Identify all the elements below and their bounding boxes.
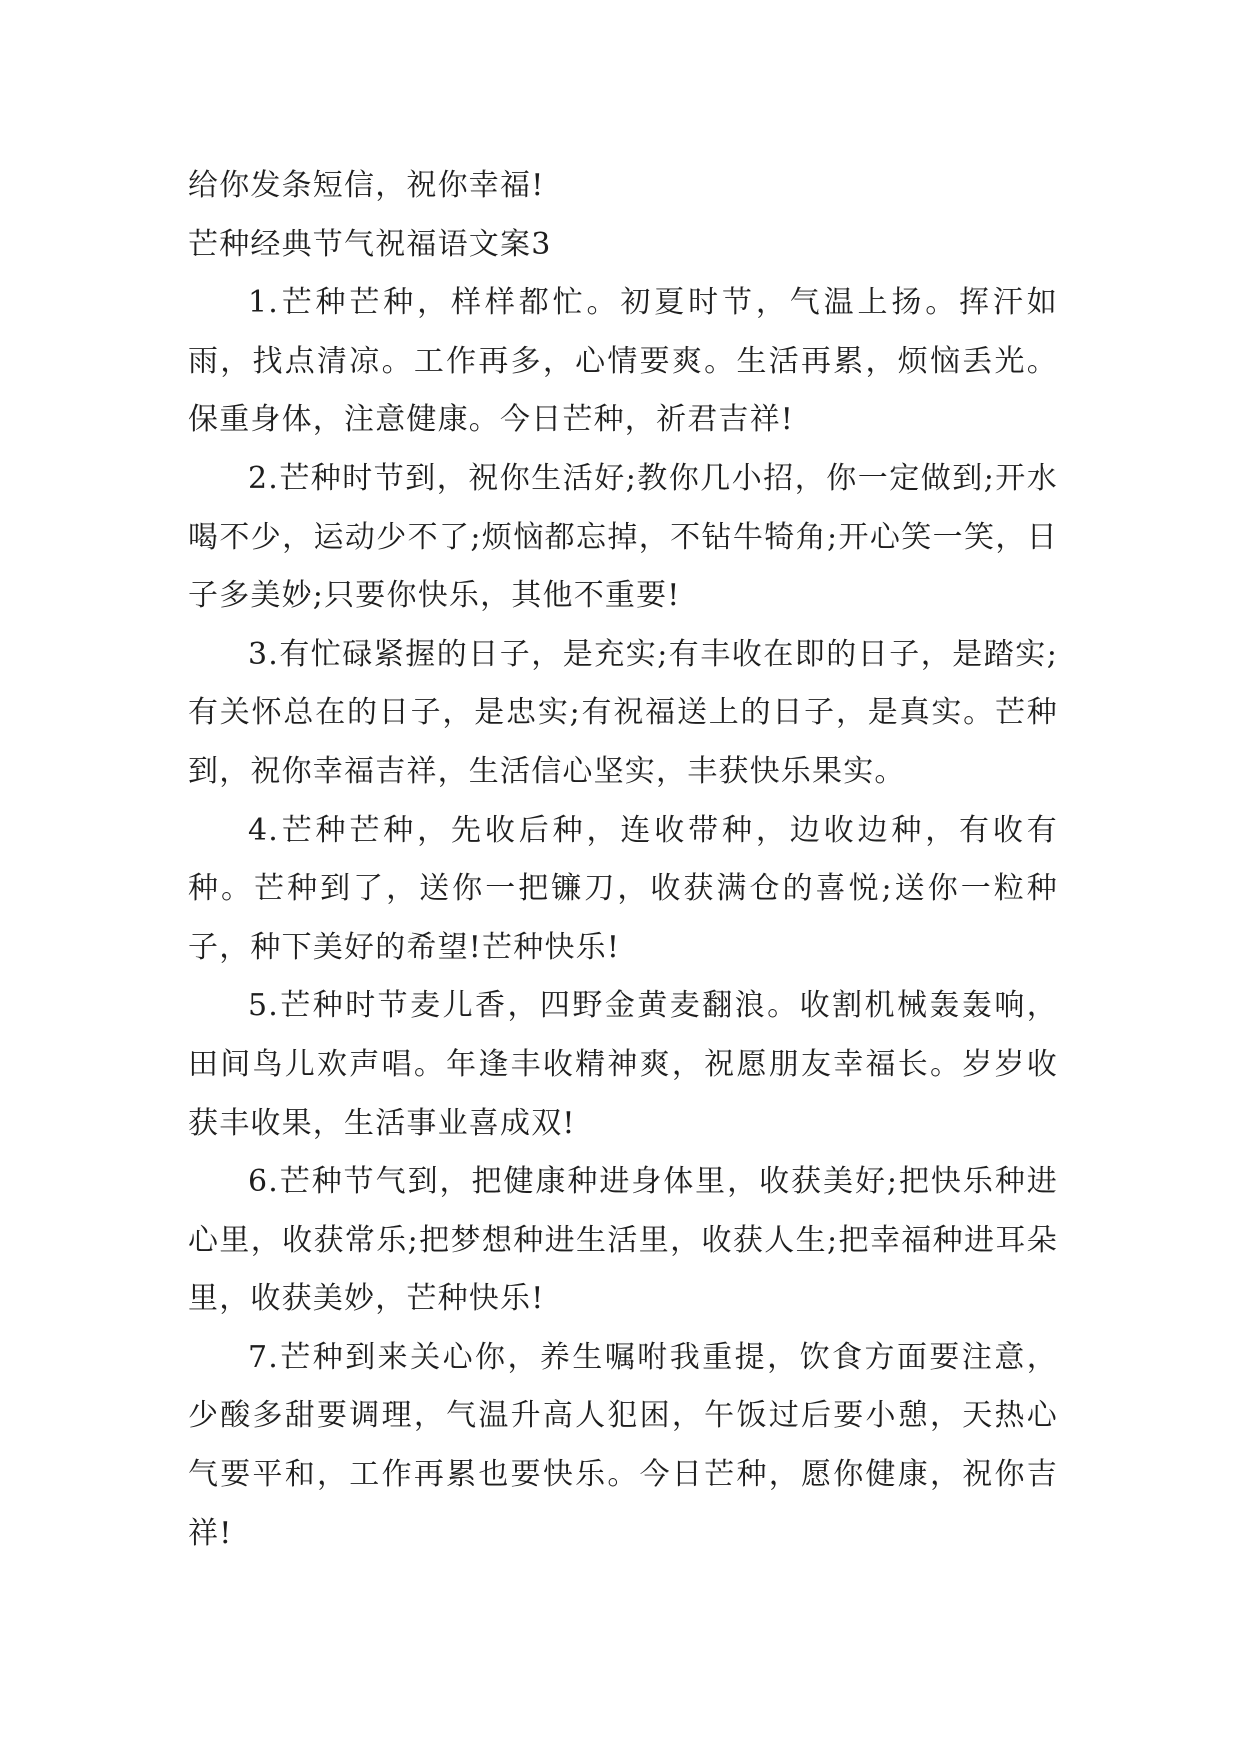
paragraph-4: 4.芒种芒种，先收后种，连收带种，边收边种，有收有种。芒种到了，送你一把镰刀，收获满仓的喜悦;送你一粒种子，种下美好的希望!芒种快乐!	[188, 812, 1058, 965]
intro-line: 给你发条短信，祝你幸福!	[188, 168, 545, 203]
paragraph-5: 5.芒种时节麦儿香，四野金黄麦翻浪。收割机械轰轰响，田间鸟儿欢声唱。年逢丰收精神爽，祝愿朋友幸福长。岁岁收获丰收果，生活事业喜成双!	[188, 988, 1058, 1141]
paragraph-3: 3.有忙碌紧握的日子，是充实;有丰收在即的日子，是踏实;有关怀总在的日子，是忠实;有祝福送上的日子，是真实。芒种到，祝你幸福吉祥，生活信心坚实，丰获快乐果实。	[188, 636, 1058, 789]
paragraph-7: 7.芒种到来关心你，养生嘱咐我重提，饮食方面要注意，少酸多甜要调理，气温升高人犯困，午饭过后要小憩，天热心气要平和，工作再累也要快乐。今日芒种，愿你健康，祝你吉祥!	[188, 1339, 1058, 1551]
paragraph-1: 1.芒种芒种，样样都忙。初夏时节，气温上扬。挥汗如雨，找点清凉。工作再多，心情要爽。生活再累，烦恼丢光。保重身体，注意健康。今日芒种，祈君吉祥!	[188, 285, 1058, 438]
section-title: 芒种经典节气祝福语文案3	[188, 226, 552, 262]
paragraph-2: 2.芒种时节到，祝你生活好;教你几小招，你一定做到;开水喝不少，运动少不了;烦恼都忘掉，不钻牛犄角;开心笑一笑，日子多美妙;只要你快乐，其他不重要!	[188, 460, 1058, 614]
paragraph-6: 6.芒种节气到，把健康种进身体里，收获美好;把快乐种进心里，收获常乐;把梦想种进生活里，收获人生;把幸福种进耳朵里，收获美妙，芒种快乐!	[188, 1164, 1058, 1317]
document-body	[188, 157, 1058, 1563]
